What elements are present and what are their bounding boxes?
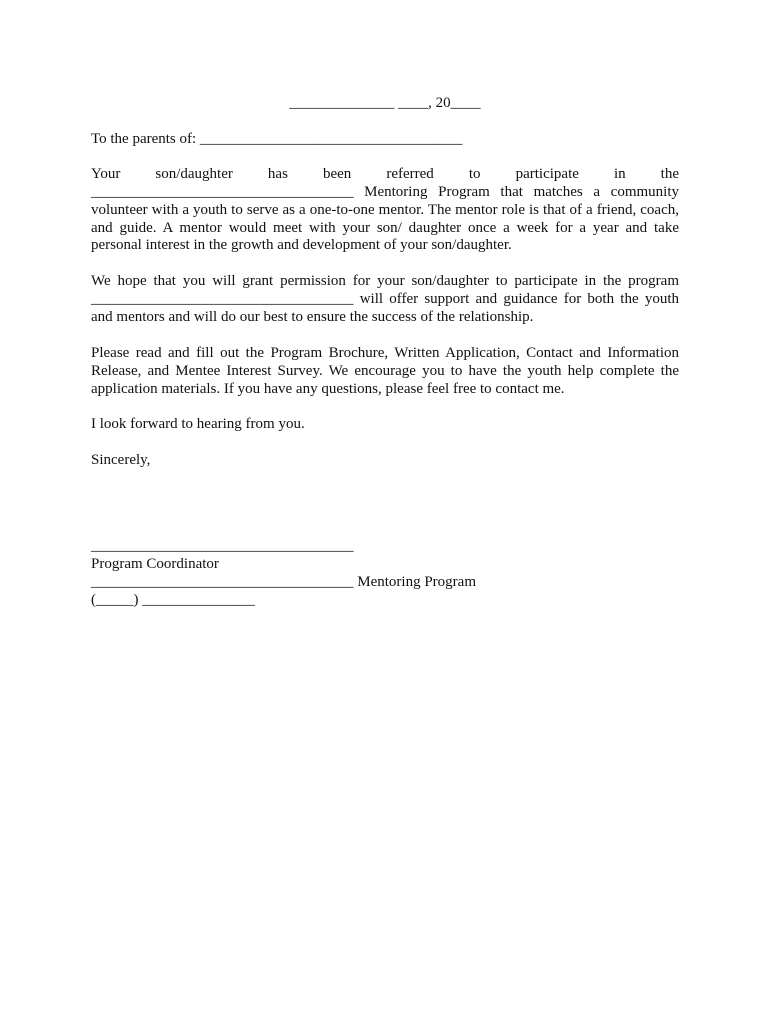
signature-line: ___________________________________ [91,538,354,554]
salutation-text: To the parents of: ___________________________________ [91,131,463,147]
paragraph-closing-remark [91,415,679,433]
phone-area-code-blank: _____ [96,592,134,608]
salutation [91,130,679,148]
program-name-line: ___________________________________ Mentoring Program [91,574,476,590]
paragraph-referral [91,166,679,255]
complimentary-close [91,451,679,469]
paragraph-referral-body: ___________________________________ Mentoring Program that matches a community volunteer with a youth to serve as a one-to-one mentor. The mentor role is that of a friend, coach, and guide. A mentor would meet with your son/ daughter once a week for a year and take personal interest in the growth and development of your son/daughter. [91,184,679,254]
phone-open-paren: ( [91,592,96,608]
closing-remark-text: I look forward to hearing from you. [91,416,305,432]
date-line: ______________ ____, 20____ [289,95,481,111]
signature-block [91,537,679,609]
paragraph-instructions-text: Please read and fill out the Program Brochure, Written Application, Contact and Information Release, and Mentee Interest Survey. We encourage you to have the youth help complete the application materials. If you have any questions, please feel free to contact me. [91,345,679,397]
phone-line [91,591,679,609]
signature-title: Program Coordinator [91,556,219,572]
phone-number-blank: _______________ [138,592,255,608]
paragraph-permission-text: We hope that you will grant permission for your son/daughter to participate in the program ___________________________________ will offer support and guidance for both the youth and mentors and will do our best to ensure the success of the relationship. [91,273,679,325]
sincerely-text: Sincerely, [91,452,151,468]
paragraph-permission [91,273,679,326]
phone-close-paren: ) [133,592,139,608]
paragraph-instructions [91,345,679,398]
paragraph-referral-first-line: Your son/daughter has been referred to participate in the [91,166,679,182]
